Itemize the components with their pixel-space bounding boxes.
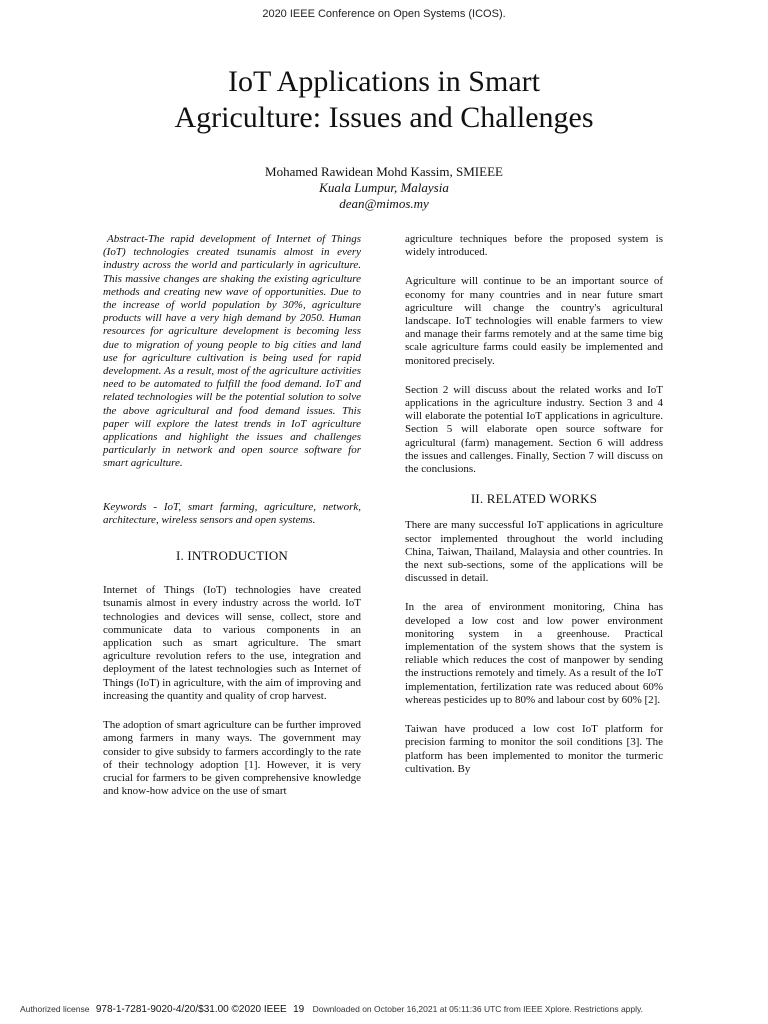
author-name: Mohamed Rawidean Mohd Kassim, SMIEEE [265,164,503,179]
intro-paragraph-1: Internet of Things (IoT) technologies have created tsunamis almost in every industry across the world. IoT technologies and devices will sense, collect, store and communicate data to various components in an application such as smart agriculture. The smart agriculture revolution refers to the use, integration and deployment of the latest technologies such as Internet of Things (IoT) in agriculture, with the aim of improving and increasing the quantity and quality of crop harvest. [103,584,361,702]
page-number: 19 [293,1004,305,1015]
section-heading-introduction: I. INTRODUCTION [175,548,289,564]
intro-paragraph-3: agriculture techniques before the proposed system is widely introduced. [405,233,663,259]
abstract: Abstract-The rapid development of Internet of Things (IoT) technologies created tsunamis almost in every industry across the world and particularly in agriculture. This massive changes are shaking the existing agriculture methods and creating new wave of opportunities. Due to the increase of world population by 30%, agriculture products will have a very high demand by 2050. Human resources for agriculture development is becoming less due to migration of young people to big cities and land use for agriculture cultivation is being used for rapid development. As a result, most of the agriculture activities need to be automated to fulfill the food demand. IoT and related technologies will be the potential solution to solve the above agricultural and food demand issues. This paper will explore the latest trends in IoT agriculture applications and highlight the issues and challenges particularly in network and open source software for smart agriculture. [103,233,361,470]
keywords: Keywords - IoT, smart farming, agriculture, network, architecture, wireless sensors and open systems. [103,500,361,526]
intro-paragraph-5: Section 2 will discuss about the related works and IoT applications in the agriculture industry. Section 3 and 4 will elaborate the potential IoT applications in agriculture. Section 5 will elaborate open source software for agricultural (farm) management. Section 6 will address the issues and callenges. Finally, Section 7 will discuss on the conclusions. [405,383,663,476]
license-notice-start: Authorized license [20,1004,90,1014]
paper-title [60,64,708,136]
title-line-2: Agriculture: Issues and Challenges [174,101,594,134]
author-block [60,164,708,212]
conference-header: 2020 IEEE Conference on Open Systems (ICOS). [262,8,506,20]
left-column [103,233,361,814]
title-line-1: IoT Applications in Smart [228,65,540,98]
page-footer [20,1004,760,1015]
section-heading-related-works: II. RELATED WORKS [470,491,598,507]
license-notice-end: Downloaded on October 16,2021 at 05:11:36 UTC from IEEE Xplore. Restrictions apply. [312,1004,643,1014]
intro-paragraph-2: The adoption of smart agriculture can be further improved among farmers in many ways. The government may consider to give subsidy to farmers accordingly to the rate of their technology adoption [1]. However, it is very crucial for farmers to be given comprehensive knowledge and know-how advice on the use of smart [103,719,361,798]
related-paragraph-3: Taiwan have produced a low cost IoT platform for precision farming to monitor the soil conditions [3]. The platform has been implemented to monitor the turmeric cultivation. By [405,723,663,775]
right-column [405,233,663,792]
author-location: Kuala Lumpur, Malaysia [319,180,449,195]
related-paragraph-1: There are many successful IoT applications in agriculture sector implemented throughout the world including China, Taiwan, Thailand, Malaysia and other countries. In the next sub-sections, some of the applications will be discussed in detail. [405,519,663,585]
related-paragraph-2: In the area of environment monitoring, China has developed a low cost and low power environment monitoring system in a greenhouse. Practical implementation of the system shows that the system is reliable which reduces the cost of manpower by sending the instructions remotely and timely. As a result of the IoT implementation, fertilization rate was reduced about 60% whereas pesticides up to 80% and labour cost by 60% [2]. [405,601,663,706]
intro-paragraph-4: Agriculture will continue to be an important source of economy for many countries and in near future smart agriculture will change the country's agricultural landscape. IoT technologies will enable farmers to view and manage their farms remotely and at the same time big scale agriculture farms could easily be implemented and monitored precisely. [405,275,663,367]
author-email: dean@mimos.my [339,196,429,211]
isbn-copyright: 978-1-7281-9020-4/20/$31.00 ©2020 IEEE [95,1004,287,1015]
